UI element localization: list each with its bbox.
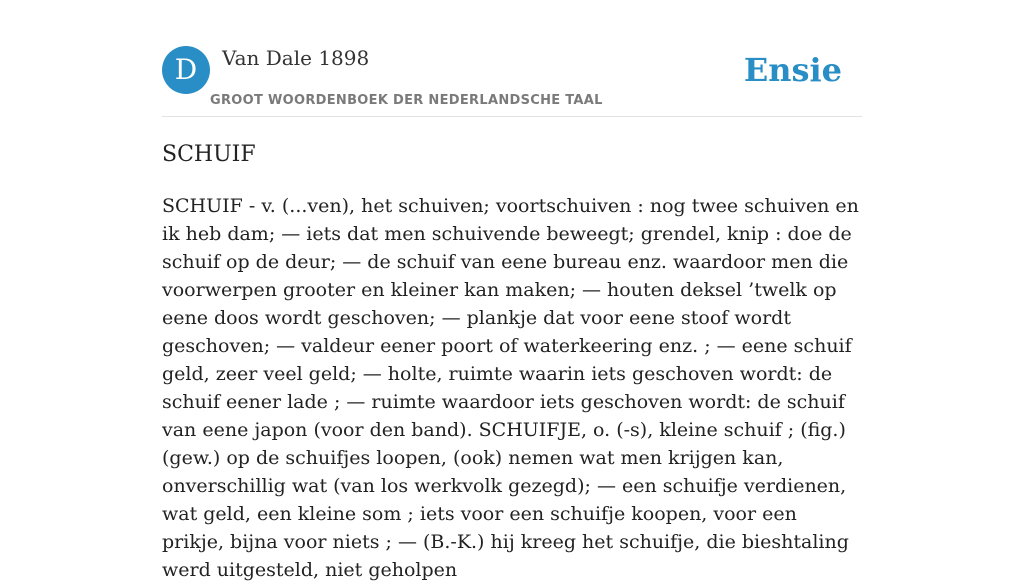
ensie-logo-link[interactable]: Ensie bbox=[743, 51, 842, 89]
entry-definition: SCHUIF - v. (...ven), het schuiven; voortschuiven : nog twee schuiven en ik heb dam; — iets dat men schuivende beweegt; grendel, knip : doe de schuif op de deur; — de schuif van eene bureau enz. waardoor men die voorwerpen grooter en kleiner kan maken; — houten deksel ’twelk op eene doos wordt geschoven; — plankje dat voor eene stoof wordt geschoven; — valdeur eener poort of waterkeering enz. ; — eene schuif geld, zeer veel geld; — holte, ruimte waarin iets geschoven wordt: de schuif eener lade ; — ruimte waardoor iets geschoven wordt: de schuif van eene japon (voor den band). SCHUIFJE, o. (-s), kleine schuif ; (fig.) (gew.) op de schuifjes loopen, (ook) nemen wat men krijgen kan, onverschillig wat (van los werkvolk gezegd); — een schuifje verdienen, wat geld, een kleine som ; iets voor een schuifje koopen, voor een prikje, bijna voor niets ; — (B.-K.) hij kreeg het schuifje, die bieshtaling werd uitgesteld, niet geholpen bbox=[162, 195, 859, 581]
logo-letter: D bbox=[174, 53, 198, 86]
entry-headword: SCHUIF bbox=[162, 142, 256, 167]
dictionary-logo-icon[interactable] bbox=[162, 46, 210, 94]
site-header bbox=[162, 46, 862, 117]
dictionary-subtitle: GROOT WOORDENBOEK DER NEDERLANDSCHE TAAL bbox=[210, 93, 603, 108]
dictionary-name-link[interactable]: Van Dale 1898 bbox=[222, 46, 370, 70]
